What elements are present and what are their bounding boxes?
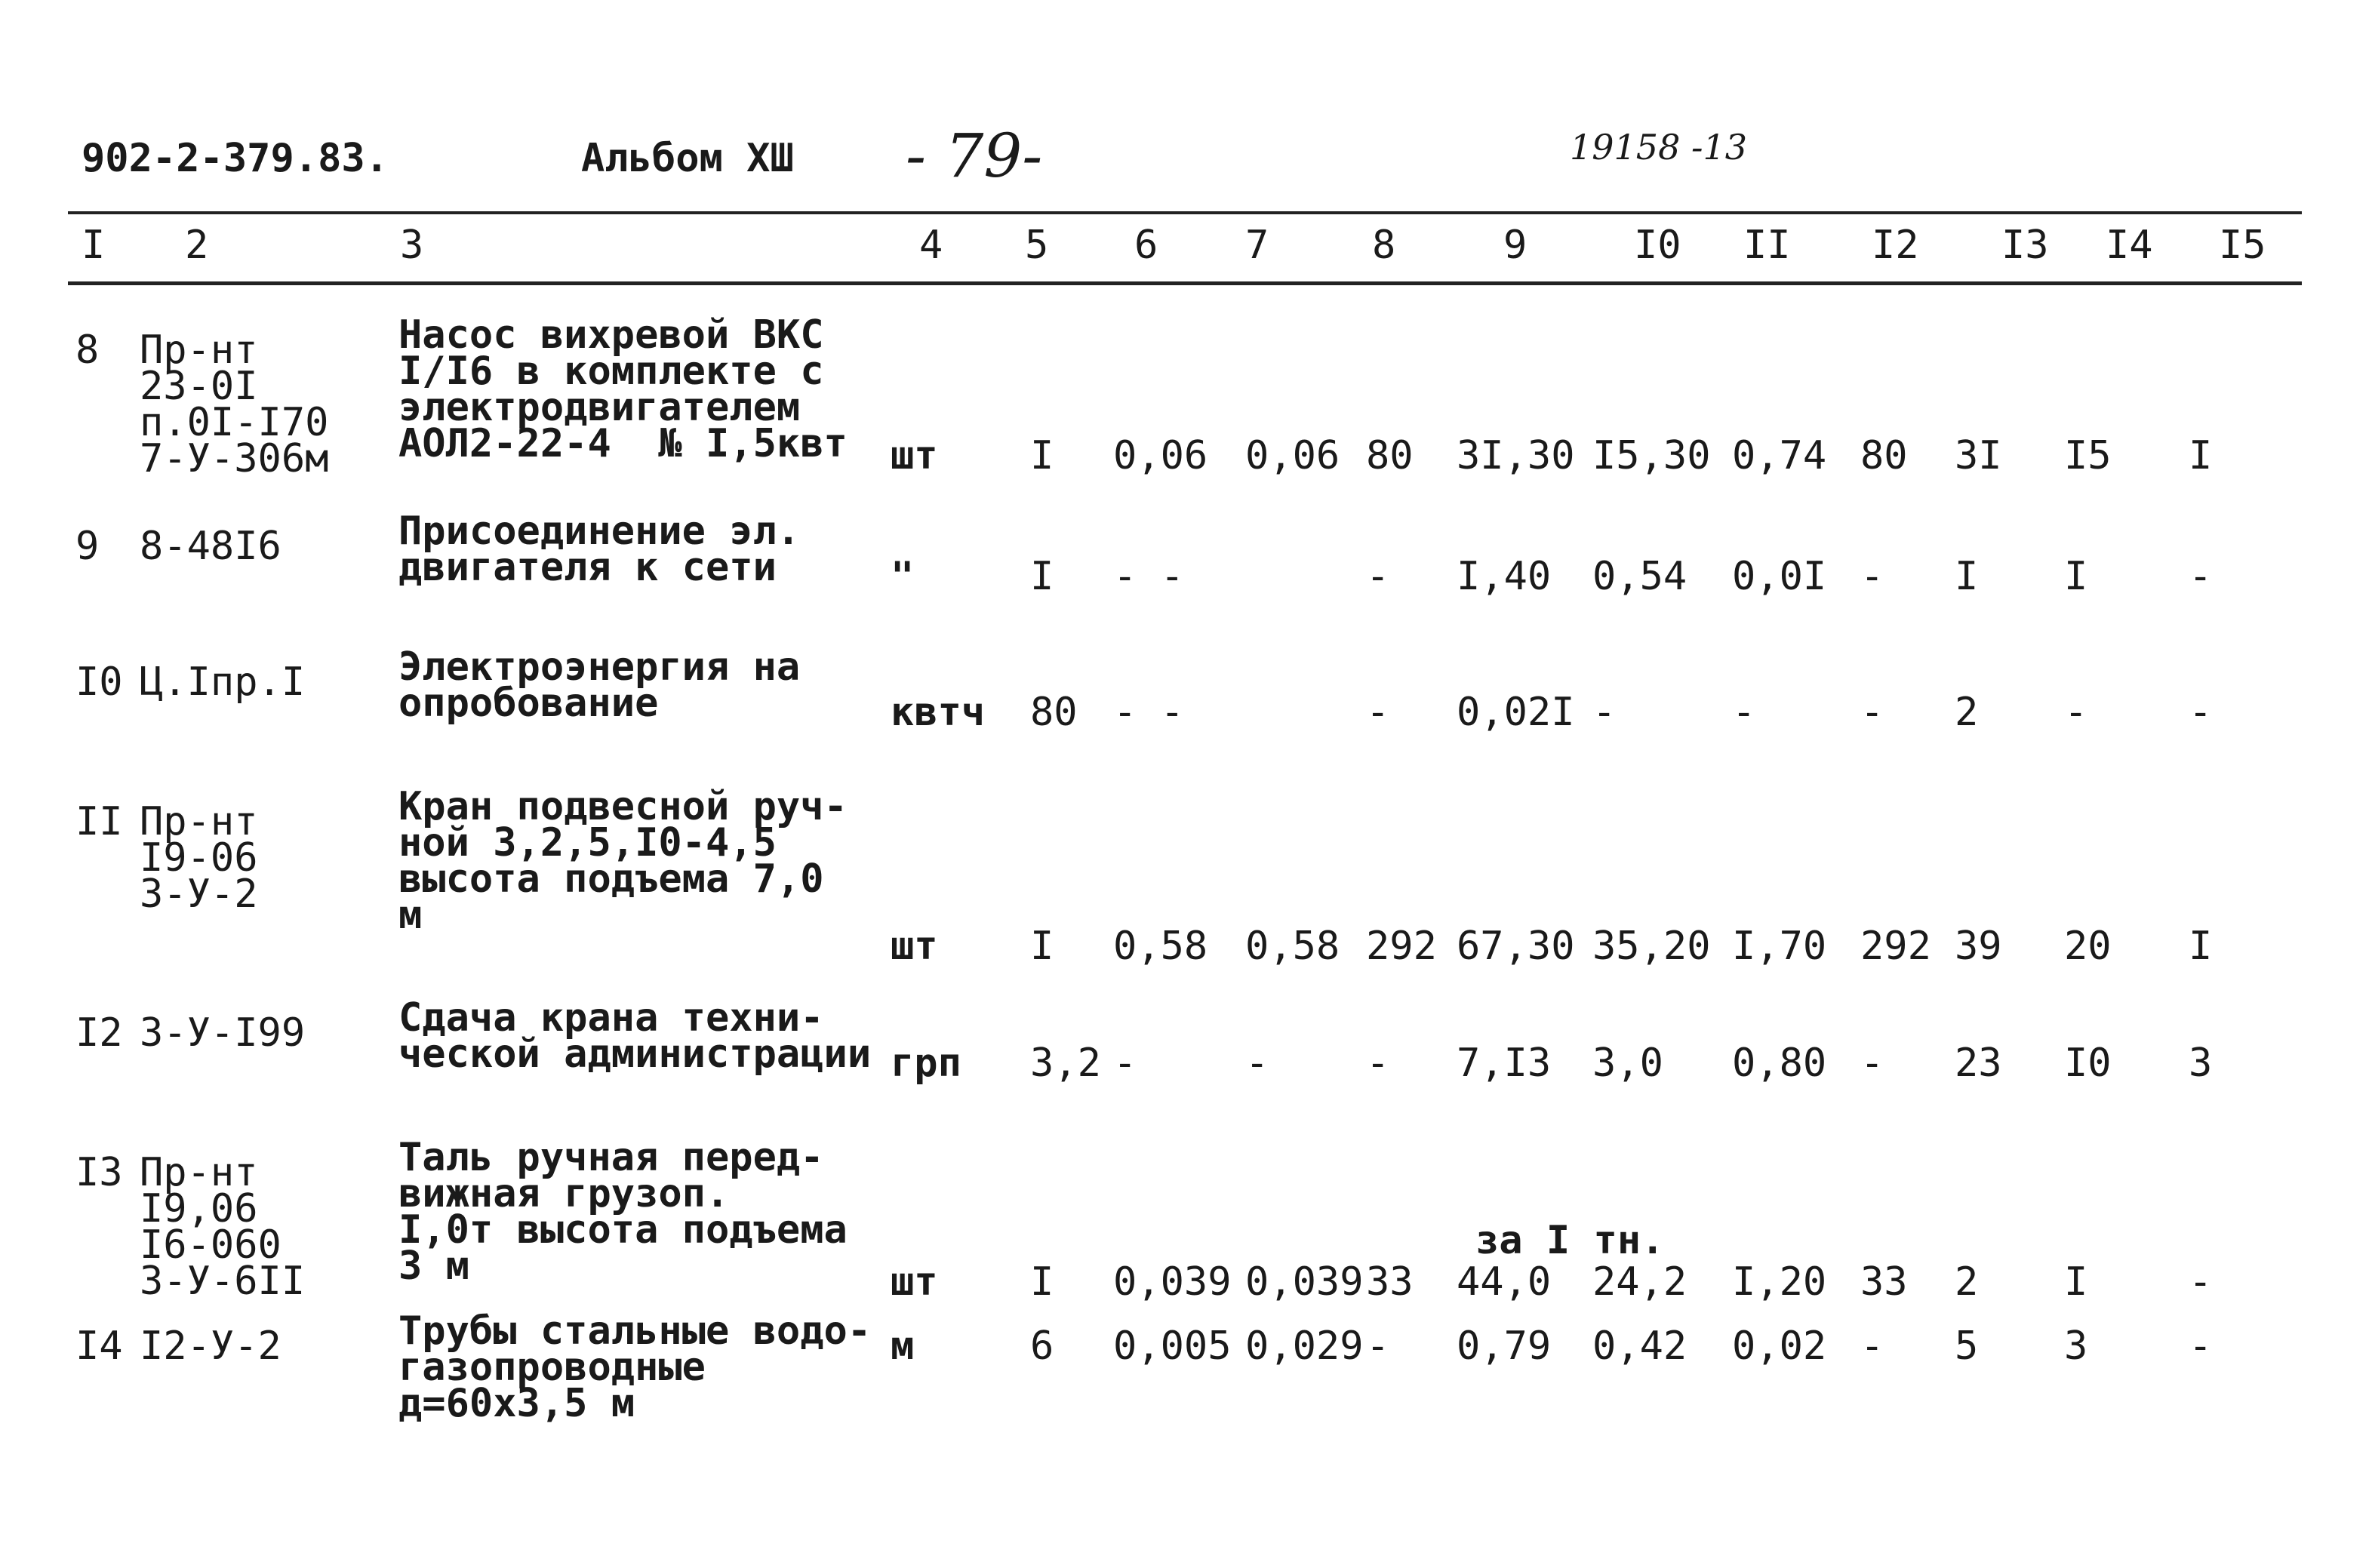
page-number: - 79- bbox=[906, 121, 1043, 191]
row-c12: 80 bbox=[1860, 433, 1908, 478]
row-c9: 0,02I bbox=[1457, 690, 1575, 735]
column-header: I bbox=[82, 223, 106, 268]
row-c7: 0,029 bbox=[1245, 1324, 1364, 1369]
row-c12: 292 bbox=[1860, 924, 1931, 969]
row-n: I2 bbox=[75, 1010, 123, 1056]
row-unit: грп bbox=[891, 1041, 961, 1086]
row-c5: 3,2 bbox=[1030, 1041, 1101, 1086]
row-name: Насос вихревой ВКС I/I6 в комплекте с электродвигателем АОЛ2-22-4 № I,5квт bbox=[398, 312, 848, 466]
row-code: Пр-нт 23-0I п.0I-I70 7-У-306м bbox=[140, 327, 329, 481]
column-header: I4 bbox=[2106, 223, 2153, 268]
row-n: 9 bbox=[75, 524, 100, 569]
row-c9: 0,79 bbox=[1457, 1324, 1552, 1369]
row-name: Трубы стальные водо- газопроводные д=60х3,5 м bbox=[398, 1308, 872, 1426]
row-c15: 3 bbox=[2189, 1041, 2213, 1086]
row-c13: I bbox=[1955, 554, 1979, 599]
row-c5: I bbox=[1030, 1259, 1054, 1305]
column-header: 6 bbox=[1134, 223, 1158, 268]
row-c9: I,40 bbox=[1457, 554, 1552, 599]
row-c15: - bbox=[2189, 1259, 2213, 1305]
row-unit: м bbox=[891, 1324, 915, 1369]
row-c11: 0,80 bbox=[1732, 1041, 1827, 1086]
table-top-rule bbox=[68, 211, 2302, 214]
row-c9: 3I,30 bbox=[1457, 433, 1575, 478]
row-c6: 0,039 bbox=[1113, 1259, 1232, 1305]
column-header: 2 bbox=[185, 223, 209, 268]
column-header: 5 bbox=[1025, 223, 1049, 268]
row-n: 8 bbox=[75, 327, 100, 373]
row-c8: 292 bbox=[1366, 924, 1437, 969]
row-c12: - bbox=[1860, 1041, 1884, 1086]
row-c13: 5 bbox=[1955, 1324, 1979, 1369]
row-c5: 80 bbox=[1030, 690, 1078, 735]
row-name: Присоединение эл. двигателя к сети bbox=[398, 509, 801, 590]
row-c8: 33 bbox=[1366, 1259, 1414, 1305]
row-n: II bbox=[75, 799, 123, 844]
row-c15: I bbox=[2189, 924, 2213, 969]
row-c7: 0,58 bbox=[1245, 924, 1340, 969]
row-c15: - bbox=[2189, 554, 2213, 599]
document-code: 902-2-379.83. bbox=[82, 136, 389, 181]
row-c10: 3,0 bbox=[1592, 1041, 1663, 1086]
row-c14: 3 bbox=[2064, 1324, 2088, 1369]
row-c8: - bbox=[1366, 690, 1390, 735]
row-c14: I bbox=[2064, 554, 2088, 599]
row-c9: 67,30 bbox=[1457, 924, 1575, 969]
row-c10: 0,54 bbox=[1592, 554, 1687, 599]
row-c6: - - bbox=[1113, 690, 1184, 735]
document-number: 19158 -13 bbox=[1570, 127, 1748, 168]
row-c6: - - bbox=[1113, 554, 1184, 599]
row-c11: - bbox=[1732, 690, 1756, 735]
row-c14: - bbox=[2064, 690, 2088, 735]
column-header: I5 bbox=[2219, 223, 2266, 268]
column-header: 7 bbox=[1245, 223, 1269, 268]
row-name: Таль ручная перед- вижная грузоп. I,0т высота подъема 3 м bbox=[398, 1135, 848, 1289]
row-unit: шт bbox=[891, 924, 938, 969]
row-c6: - bbox=[1113, 1041, 1137, 1086]
row-unit: шт bbox=[891, 1259, 938, 1305]
row-c10: I5,30 bbox=[1592, 433, 1711, 478]
row-n: I3 bbox=[75, 1150, 123, 1195]
row-c12: 33 bbox=[1860, 1259, 1908, 1305]
row-name: Электроэнергия на опробование bbox=[398, 644, 801, 726]
row-c5: I bbox=[1030, 554, 1054, 599]
row-c11: 0,02 bbox=[1732, 1324, 1827, 1369]
row-c11: I,70 bbox=[1732, 924, 1827, 969]
row-name: Кран подвесной руч- ной 3,2,5,I0-4,5 высота подъема 7,0 м bbox=[398, 784, 848, 938]
row-c10: 0,42 bbox=[1592, 1324, 1687, 1369]
column-header: II bbox=[1743, 223, 1791, 268]
row-c13: 39 bbox=[1955, 924, 2002, 969]
row-c7: - bbox=[1245, 1041, 1269, 1086]
row-c8: - bbox=[1366, 1041, 1390, 1086]
column-header: 8 bbox=[1372, 223, 1396, 268]
row-name: Сдача крана техни- ческой администрации bbox=[398, 995, 872, 1077]
row-c10: 35,20 bbox=[1592, 924, 1711, 969]
table-header-rule bbox=[68, 281, 2302, 285]
column-header: I2 bbox=[1872, 223, 1919, 268]
row-c8: 80 bbox=[1366, 433, 1414, 478]
row-c12: - bbox=[1860, 554, 1884, 599]
row-c14: 20 bbox=[2064, 924, 2112, 969]
row-unit: квтч bbox=[891, 690, 986, 735]
row-unit: шт bbox=[891, 433, 938, 478]
row-c6: 0,06 bbox=[1113, 433, 1208, 478]
row-code: Пр-нт I9-06 3-У-2 bbox=[140, 799, 258, 917]
row-c12: - bbox=[1860, 690, 1884, 735]
row-c13: 2 bbox=[1955, 1259, 1979, 1305]
row-n: I0 bbox=[75, 659, 123, 705]
row-c11: I,20 bbox=[1732, 1259, 1827, 1305]
row-note: за I тн. bbox=[1475, 1218, 1665, 1263]
row-c15: - bbox=[2189, 1324, 2213, 1369]
row-c7: 0,039 bbox=[1245, 1259, 1364, 1305]
column-header: 9 bbox=[1503, 223, 1527, 268]
row-n: I4 bbox=[75, 1324, 123, 1369]
column-header: I0 bbox=[1634, 223, 1681, 268]
row-c9: 7,I3 bbox=[1457, 1041, 1552, 1086]
row-c15: - bbox=[2189, 690, 2213, 735]
row-c13: 3I bbox=[1955, 433, 2002, 478]
row-code: Пр-нт I9,06 I6-060 3-У-6II bbox=[140, 1150, 306, 1304]
row-c10: - bbox=[1592, 690, 1617, 735]
row-code: 8-48I6 bbox=[140, 524, 282, 569]
row-c14: I0 bbox=[2064, 1041, 2112, 1086]
row-unit: " bbox=[891, 554, 915, 599]
row-c7: 0,06 bbox=[1245, 433, 1340, 478]
row-c10: 24,2 bbox=[1592, 1259, 1687, 1305]
row-c11: 0,0I bbox=[1732, 554, 1827, 599]
row-c8: - bbox=[1366, 554, 1390, 599]
row-c13: 23 bbox=[1955, 1041, 2002, 1086]
row-c8: - bbox=[1366, 1324, 1390, 1369]
row-c5: 6 bbox=[1030, 1324, 1054, 1369]
column-header: I3 bbox=[2001, 223, 2049, 268]
album-label: Альбом XШ bbox=[581, 136, 794, 181]
row-c11: 0,74 bbox=[1732, 433, 1827, 478]
row-c6: 0,005 bbox=[1113, 1324, 1232, 1369]
row-code: 3-У-I99 bbox=[140, 1010, 306, 1056]
column-header: 3 bbox=[400, 223, 424, 268]
row-code: Ц.Iпр.I bbox=[140, 659, 306, 705]
row-c9: 44,0 bbox=[1457, 1259, 1552, 1305]
row-c5: I bbox=[1030, 924, 1054, 969]
row-c15: I bbox=[2189, 433, 2213, 478]
row-c6: 0,58 bbox=[1113, 924, 1208, 969]
row-c13: 2 bbox=[1955, 690, 1979, 735]
column-header: 4 bbox=[919, 223, 943, 268]
row-code: I2-У-2 bbox=[140, 1324, 282, 1369]
row-c12: - bbox=[1860, 1324, 1884, 1369]
row-c14: I5 bbox=[2064, 433, 2112, 478]
row-c5: I bbox=[1030, 433, 1054, 478]
row-c14: I bbox=[2064, 1259, 2088, 1305]
